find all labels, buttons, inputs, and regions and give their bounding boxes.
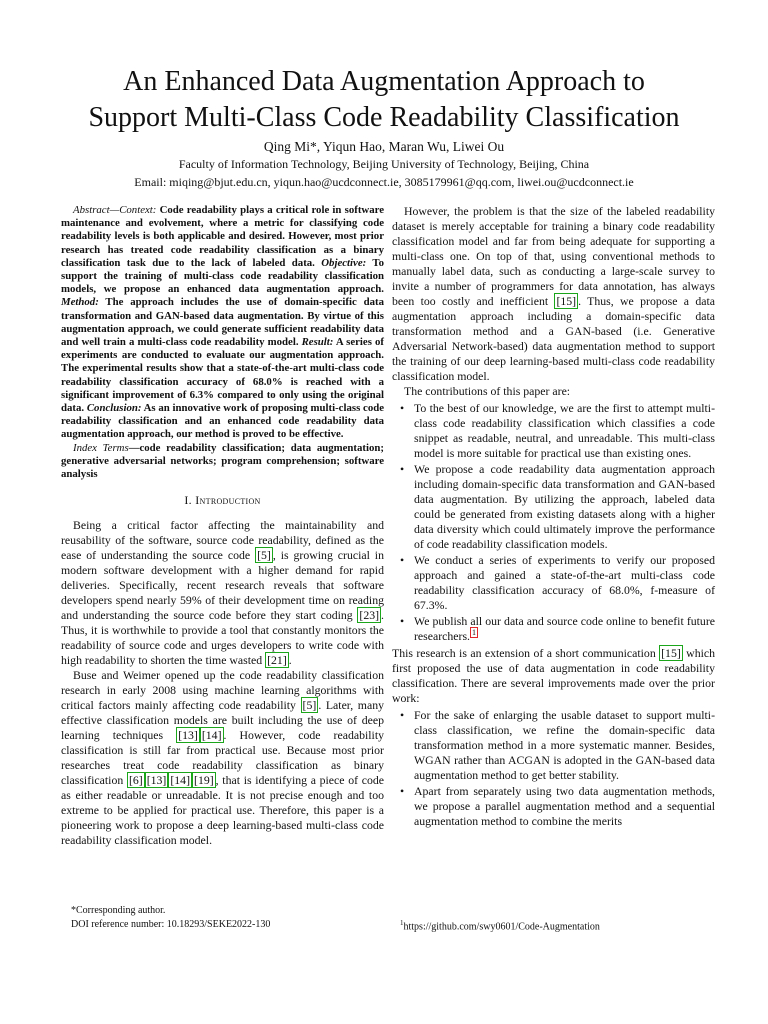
citation-link[interactable]: [14]: [170, 773, 191, 788]
section-name: Introduction: [195, 493, 261, 508]
text-span: , is growing crucial in modern software development with a higher demand for rapid deliveries. Specifically, recent research reveals that software developers spend nearly 59% of their development time on reading and understanding the source code before they start coding: [61, 548, 384, 623]
intro-paragraph-1: [61, 518, 384, 668]
list-item-text: Apart from separately using two data augmentation methods, we propose a parallel augmentation method and a sequential augmentation method to combine the merits: [414, 784, 715, 828]
text-span: . However, code readability classification is still far from practical use. Because most prior researches treat code readability classification as binary classification: [61, 728, 384, 788]
list-item-text: We publish all our data and source code online to benefit future researchers.: [414, 614, 715, 643]
text-span: which first proposed the use of data augmentation in code readability classification. There are several improvements made over the prior work:: [392, 646, 716, 705]
text-span: . Thus, we propose a data augmentation approach including a domain-specific data transformation method and a GAN-based (i.e. Generative Adversarial Network-based) data augmentation method to support the training of our deep learning-based multi-class code readability classification model.: [392, 294, 716, 383]
intro-paragraph-2: [61, 668, 384, 848]
list-item: [414, 553, 715, 613]
text-span: . Later, many effective classification models are built including the use of deep learning techniques: [61, 698, 385, 743]
authors: Qing Mi*, Yiqun Hao, Maran Wu, Liwei Ou: [263, 139, 505, 154]
conclusion-label: Conclusion:: [86, 402, 142, 415]
footnote-number: 1: [400, 919, 404, 927]
text-span: This research is an extension of a short communication: [392, 646, 660, 660]
abstract: [61, 204, 384, 442]
footnote-left: [61, 904, 384, 932]
contributions-intro: The contributions of this paper are:: [404, 384, 571, 398]
citation-link[interactable]: [13]: [178, 728, 198, 743]
right-paragraph-1: [392, 204, 715, 384]
title-line-2: Support Multi-Class Code Readability Classification: [88, 102, 680, 133]
list-item: [414, 462, 715, 552]
extension-paragraph: [392, 646, 715, 706]
objective-label: Objective:: [321, 256, 367, 269]
list-item-text: For the sake of enlarging the usable dataset to support multi-class classification, we refine the domain-specific data transformation method in a more systematic manner. Besides, WGAN rather than ACGAN is adopted in the GAN-based data augmentation method to get better stability.: [414, 708, 715, 782]
index-terms-text: —code readability classification; data augmentation; generative adversarial networks; program comprehension; software analysis: [61, 441, 384, 481]
text-span: . Thus, it is worthwhile to provide a tool that constantly monitors the readability of source code and urges developers to write code with high readability to shorten the time wasted: [61, 608, 384, 668]
left-column: [61, 204, 384, 848]
result-label: Result:: [301, 336, 334, 349]
citation-link[interactable]: [15]: [661, 646, 681, 660]
contributions-list: [392, 401, 715, 644]
citation-link[interactable]: [21]: [267, 653, 287, 668]
index-terms: [61, 442, 384, 482]
doi-note: DOI reference number: 10.18293/SEKE2022-130: [71, 919, 271, 930]
index-terms-label: Index Terms: [73, 441, 129, 454]
list-item: [414, 614, 715, 644]
footnote-link[interactable]: 1: [472, 628, 476, 638]
text-span: Buse and Weimer opened up the code readability classification research in early 2008 using machine learning algorithms with critical factors mainly affecting code readability: [61, 668, 384, 713]
citation-link[interactable]: [6]: [128, 773, 143, 788]
author-emails: Email: miqing@bjut.edu.cn, yiqun.hao@ucdconnect.ie, 3085179961@qq.com, liwei.ou@ucdconnect.ie: [134, 175, 634, 189]
list-item-text: To the best of our knowledge, we are the first to attempt multi-class code readability classification which classifies a code snippet as readable, neutral, and unreadable. This multi-class model is more suitable for practical use than existing ones.: [414, 401, 715, 460]
list-item-text: We conduct a series of experiments to verify our proposed approach and gained a state-of-the-art multi-class code readability classification accuracy of 68.0%, f-measure of 67.3%.: [414, 553, 715, 612]
list-item: [414, 708, 715, 783]
abstract-context: Code readability plays a critical role in software maintenance and evolvement, where a metric for classifying code readability levels is both applicable and desired. However, most prior research has treated code readability classification as a binary classification task due to the lack of labeled data.: [61, 204, 384, 269]
abstract-objective: To support the training of multi-class code readability classification models, we propose an enhanced data augmentation approach.: [61, 256, 384, 296]
section-numeral: I.: [184, 493, 196, 508]
citation-link[interactable]: [15]: [556, 294, 577, 308]
citation-link[interactable]: [5]: [302, 698, 317, 713]
citation-link[interactable]: [14]: [201, 728, 222, 743]
text-span: , that is identifying a piece of code as either readable or unreadable. It is not precise enough and too extreme to be applied for practical use. Therefore, this paper is a pioneering work to propose a deep learning-based multi-class code readability classification model.: [61, 773, 384, 848]
corresponding-author-note: *Corresponding author.: [71, 905, 166, 916]
context-label: —Context:: [109, 204, 157, 216]
list-item-text: We propose a code readability data augmentation approach including domain-specific data transformation and GAN-based data augmentation. By utilizing the approach, labeled data could be generated from existing datasets along with a higher data diversity which could ultimately improve the performance of code readability classification models.: [414, 462, 715, 551]
abstract-conclusion: As an innovative work of proposing multi-class code readability classification and an enhanced code readability data augmentation approach, our method is proved to be effective.: [61, 402, 385, 441]
abstract-result: A series of experiments are conducted to evaluate our augmentation approach. The experimental results show that a state-of-the-art multi-class code readability classification accuracy of 68.0% is reached with a significant improvement of 6.3% compared to only using the original data.: [61, 336, 384, 415]
text-span: However, the problem is that the size of the labeled readability dataset is merely acceptable for training a binary code readability classification model and far from being adequate for supporting a multi-class one. On top of that, using conventional methods to manually label data, such as conducting a large-scale survey to invite a number of programmers for data annotation, has always been too costly and inefficient: [392, 204, 715, 308]
citation-link[interactable]: [23]: [359, 608, 380, 623]
citation-link[interactable]: [5]: [257, 548, 271, 563]
section-heading-introduction: [61, 493, 384, 508]
list-item: [414, 401, 715, 461]
text-span: .: [288, 653, 292, 668]
citation-link[interactable]: [19]: [194, 773, 214, 788]
text-span: Being a critical factor affecting the maintainability and reusability of the software, source code readability, defined as the ease of understanding the source code: [61, 518, 384, 563]
improvements-list: [392, 708, 715, 829]
footnote-right: [400, 916, 720, 934]
list-item: [414, 784, 715, 829]
repository-link[interactable]: https://github.com/swy0601/Code-Augmentation: [403, 921, 600, 933]
abstract-method: The approach includes the use of domain-specific data transformation and GAN-based data augmentation. By virtue of this augmentation approach, we could generate sufficient readability data and well train a multi-class code readability model.: [61, 296, 384, 349]
citation-link[interactable]: [13]: [146, 773, 167, 788]
abstract-label: Abstract: [73, 204, 110, 216]
title-line-1: An Enhanced Data Augmentation Approach to: [123, 66, 645, 97]
affiliation: Faculty of Information Technology, Beijing University of Technology, Beijing, China: [178, 157, 590, 171]
paper-title: [40, 64, 728, 136]
method-label: Method:: [61, 296, 99, 309]
right-column: [392, 204, 715, 831]
